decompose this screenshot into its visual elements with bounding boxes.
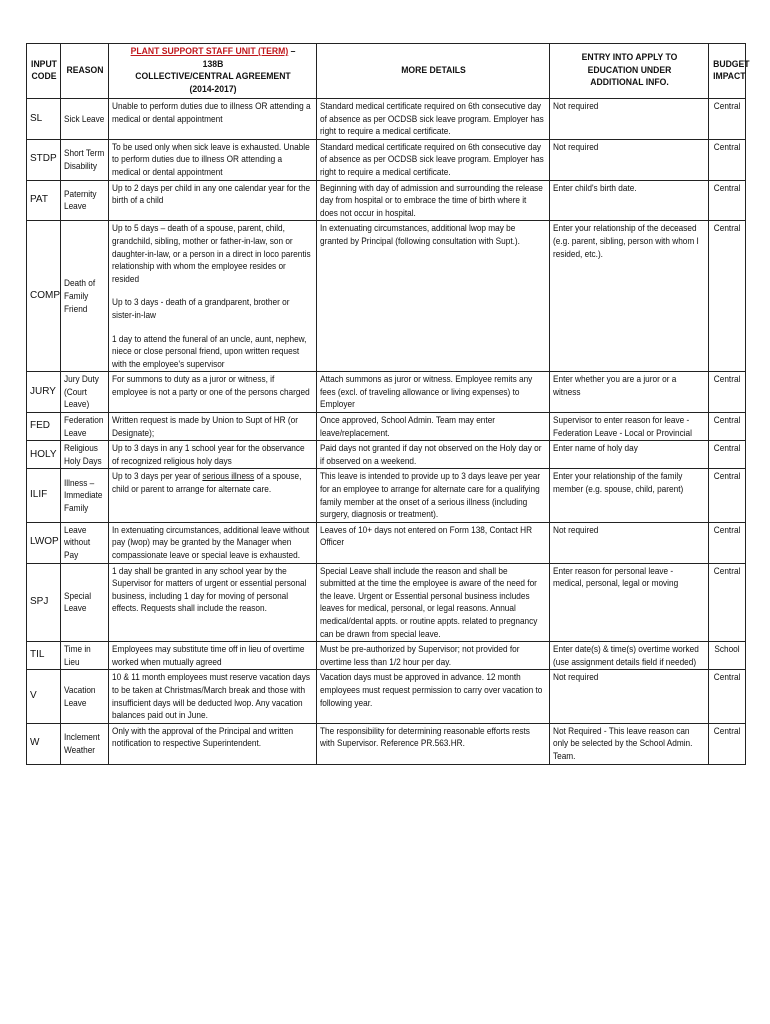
reason-cell: Paternity Leave [61,180,109,221]
table-row [27,413,746,441]
budget-cell: Central [709,723,746,764]
agreement-part: 1 day to attend the funeral of an uncle, aunt, nephew, niece or close personal friend, upon written request with the employee's supervisor [112,332,307,369]
agreement-cell: To be used only when sick leave is exhausted. Unable to perform duties due to illness OR attending a medical or dental appointment [109,139,317,180]
agreement-cell: Written request is made by Union to Supt of HR (or Designate); [109,413,317,441]
code-cell: PAT [27,180,61,221]
entry-cell: Enter whether you are a juror or a witness [550,372,709,413]
header-entry: ENTRY INTO APPLY TO EDUCATION UNDER ADDITIONAL INFO. [557,44,700,99]
entry-cell: Enter date(s) & time(s) overtime worked (use assignment details field if needed) [550,642,709,670]
agreement-cell: 10 & 11 month employees must reserve vacation days to be taken at Christmas/March break and those with insufficient days will be deducted lwop. Any vacation balances paid out in June. [109,670,317,723]
table-row [27,139,746,180]
table-row [27,221,746,372]
code-cell: HOLY [27,441,61,469]
code-cell: SPJ [27,563,61,642]
header-reason: REASON [63,44,106,99]
entry-cell: Enter your relationship of the family member (e.g. spouse, child, parent) [550,469,709,522]
details-cell: Attach summons as juror or witness. Employee remits any fees (excl. of traveling allowance or living expenses) to Employer [317,372,550,413]
header-agreement-sub: COLLECTIVE/CENTRAL AGREEMENT (2014-2017) [134,71,291,95]
code-cell: JURY [27,372,61,413]
code-cell: V [27,670,61,723]
table-row [27,563,746,642]
agreement-cell: Employees may substitute time off in lieu of overtime worked when mutually agreed [109,642,317,670]
table-row [27,180,746,221]
reason-cell: Sick Leave [61,99,109,140]
entry-cell: Enter reason for personal leave - medical, personal, legal or moving [550,563,709,642]
details-cell: This leave is intended to provide up to 3 days leave per year for an employee to arrange for alternate care for a qualifying family member at the onset of a serious illness (including surgery, diagnosis or treatment). [317,469,550,522]
budget-cell: Central [709,139,746,180]
entry-cell: Not Required - This leave reason can only be selected by the School Admin. Team. [550,723,709,764]
agreement-part: Up to 3 days - death of a grandparent, brother or sister-in-law [112,296,290,320]
agreement-cell: For summons to duty as a juror or witness, if employee is not a party or one of the persons charged [109,372,317,413]
header-agreement-title: PLANT SUPPORT STAFF UNIT (TERM) [130,46,288,57]
header-budget: BUDGET IMPACT [710,44,743,99]
budget-cell: Central [709,563,746,642]
reason-cell: Federation Leave [61,413,109,441]
details-cell: Beginning with day of admission and surrounding the release day from hospital or to embrace the time of birth where it does not occur in hospital. [317,180,550,221]
entry-cell: Enter child's birth date. [550,180,709,221]
agreement-part: Up to 5 days – death of a spouse, parent, child, grandchild, sibling, mother or father-in-law, son or daughter-in-law, or a person in a direct in loco parentis relationship with whom the employee resides or resided [112,222,311,284]
details-cell: Must be pre-authorized by Supervisor; not provided for overtime less than 1/2 hour per day. [317,642,550,670]
code-cell: ILIF [27,469,61,522]
header-row [27,44,746,99]
agreement-cell: 1 day shall be granted in any school year by the Supervisor for matters of urgent or essential personal business, including 1 day for moving of personal effects. Requests shall include the reason. [109,563,317,642]
code-cell: STDP [27,139,61,180]
entry-cell: Not required [550,99,709,140]
entry-cell: Not required [550,670,709,723]
budget-cell: Central [709,180,746,221]
budget-cell: Central [709,372,746,413]
serious-illness-emphasis: serious illness [202,470,255,482]
header-input-code: INPUT CODE [28,44,59,99]
agreement-cell: Up to 2 days per child in any one calendar year for the birth of a child [109,180,317,221]
code-cell: TIL [27,642,61,670]
reason-cell: Death of Family Friend [61,221,109,372]
agreement-cell: Only with the approval of the Principal and written notification to respective Superintendent. [109,723,317,764]
budget-cell: Central [709,413,746,441]
budget-cell: Central [709,469,746,522]
code-cell: COMP [27,221,61,372]
agreement-cell: Unable to perform duties due to illness OR attending a medical or dental appointment [109,99,317,140]
table-row [27,670,746,723]
table-row [27,522,746,563]
header-agreement-suffix: – 138B [202,46,295,70]
table-row [27,642,746,670]
reason-cell: Leave without Pay [61,522,109,563]
leave-codes-table [26,43,750,765]
agreement-cell [109,221,317,372]
entry-cell: Not required [550,139,709,180]
entry-cell: Enter name of holy day [550,441,709,469]
code-cell: LWOP [27,522,61,563]
budget-cell: Central [709,670,746,723]
table-row [27,441,746,469]
leave-codes-document [26,43,750,765]
reason-cell: Illness – Immediate Family [61,469,109,522]
reason-cell: Special Leave [61,563,109,642]
table-row [27,723,746,764]
entry-cell: Not required [550,522,709,563]
details-cell: Standard medical certificate required on 6th consecutive day of absence as per OCDSB sick leave program. Employer has right to require a medical certificate. [317,139,550,180]
details-cell: Special Leave shall include the reason and shall be submitted at the time the employee is aware of the need for the leave. Urgent or Essential personal business includes leaves for medical, personal, or legal reasons. Annual medical/dental appts. or routine appts. related to pregnancy can be drawn from special leave. [317,563,550,642]
details-cell: Leaves of 10+ days not entered on Form 138, Contact HR Officer [317,522,550,563]
reason-cell: Jury Duty (Court Leave) [61,372,109,413]
budget-cell: Central [709,441,746,469]
header-agreement [119,44,306,99]
budget-cell: Central [709,99,746,140]
reason-cell: Religious Holy Days [61,441,109,469]
agreement-cell: Up to 3 days in any 1 school year for the observance of recognized religious holy days [109,441,317,469]
reason-cell: Time in Lieu [61,642,109,670]
budget-cell: Central [709,221,746,372]
details-cell: Once approved, School Admin. Team may enter leave/replacement. [317,413,550,441]
details-cell: The responsibility for determining reasonable efforts rests with Supervisor. Reference PR.563.HR. [317,723,550,764]
reason-cell: Short Term Disability [61,139,109,180]
details-cell: Paid days not granted if day not observed on the Holy day or if observed on a weekend. [317,441,550,469]
agreement-cell: Up to 3 days per year of serious illness of a spouse, child or parent to arrange for alternate care. [109,469,317,522]
code-cell: SL [27,99,61,140]
table-row [27,99,746,140]
budget-cell: Central [709,522,746,563]
table-row [27,372,746,413]
reason-cell: Vacation Leave [61,670,109,723]
details-cell: Standard medical certificate required on 6th consecutive day of absence as per OCDSB sick leave program. Employer has right to require a medical certificate. [317,99,550,140]
budget-cell: School [709,642,746,670]
details-cell: In extenuating circumstances, additional lwop may be granted by Principal (following consultation with Supt.). [317,221,550,372]
entry-cell: Enter your relationship of the deceased (e.g. parent, sibling, person with whom I resided, etc.). [550,221,709,372]
code-cell: FED [27,413,61,441]
table-row [27,469,746,522]
details-cell: Vacation days must be approved in advance. 12 month employees must request permission to carry over vacation to following year. [317,670,550,723]
reason-cell: Inclement Weather [61,723,109,764]
agreement-cell: In extenuating circumstances, additional leave without pay (lwop) may be granted by the Manager when compassionate leave or special leave is exhausted. [109,522,317,563]
header-more-details: MORE DETAILS [328,44,538,99]
code-cell: W [27,723,61,764]
entry-cell: Supervisor to enter reason for leave - Federation Leave - Local or Provincial [550,413,709,441]
